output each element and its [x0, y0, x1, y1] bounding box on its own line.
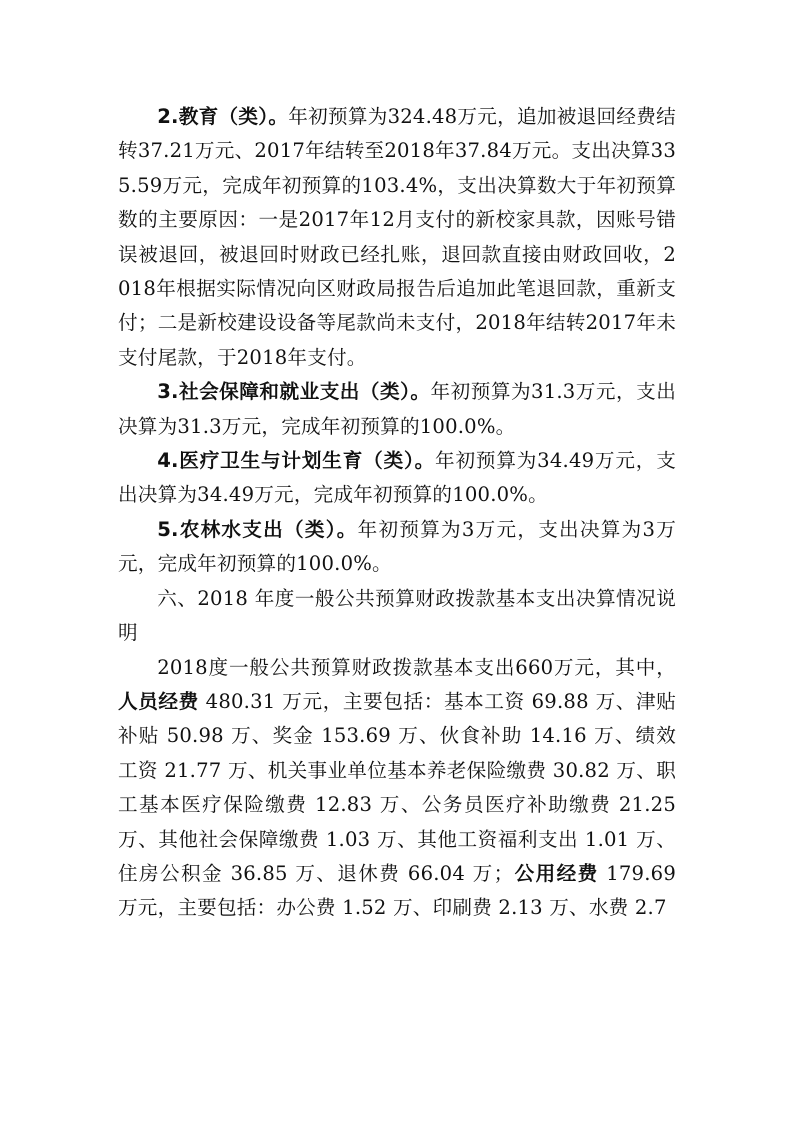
label-personnel-expense: 人员经费	[118, 689, 199, 713]
heading-education: 2.教育（类）。	[157, 105, 289, 128]
text-public-expense: 179.69 万元，主要包括：办公费 1.52 万、印刷费 2.13 万、水费 2.7	[118, 861, 676, 920]
section-six-title	[118, 582, 676, 651]
heading-agriculture: 5.农林水支出（类）。	[157, 517, 358, 541]
paragraph-social-security	[118, 375, 676, 444]
paragraph-health	[118, 444, 676, 513]
text-basic-expense-intro: 2018度一般公共预算财政拨款基本支出660万元，其中，	[157, 655, 676, 679]
paragraph-education	[118, 100, 676, 375]
text-health: 年初预算为34.49万元，支出决算为34.49万元，完成年初预算的100.0%。	[118, 449, 676, 507]
document-body	[118, 100, 676, 926]
paragraph-basic-expense	[118, 651, 676, 926]
paragraph-agriculture	[118, 513, 676, 582]
heading-health: 4.医疗卫生与计划生育（类）。	[157, 449, 436, 473]
heading-social-security: 3.社会保障和就业支出（类）。	[157, 380, 431, 404]
text-social-security: 年初预算为31.3万元，支出决算为31.3万元，完成年初预算的100.0%。	[118, 380, 676, 438]
heading-section-six: 六、2018 年度一般公共预算财政拨款基本支出决算情况说明	[118, 586, 676, 645]
label-public-expense: 公用经费	[513, 861, 599, 885]
text-education: 年初预算为324.48万元，追加被退回经费结转37.21万元、2017年结转至2018年37.84万元。支出决算335.59万元，完成年初预算的103.4%，支出决算数大于年初预算数的主要原因：一是2017年12月支付的新校家具款，因账号错误被退回，被退回时财政已经扎账，退回款直接由财政回收，2018年根据实际情况向区财政局报告后追加此笔退回款，重新支付；二是新校建设设备等尾款尚未支付，2018年结转2017年未支付尾款，于2018年支付。	[118, 105, 676, 369]
text-agriculture: 年初预算为3万元，支出决算为3万元，完成年初预算的100.0%。	[118, 517, 676, 576]
text-personnel-expense: 480.31 万元，主要包括：基本工资 69.88 万、津贴补贴 50.98 万、奖金 153.69 万、伙食补助 14.16 万、绩效工资 21.77 万、机关事业单位基本养老保险缴费 30.82 万、职工基本医疗保险缴费 12.83 万、公务员医疗补助缴费 21.25 万、其他社会保障缴费 1.03 万、其他工资福利支出 1.01 万、住房公积金 36.85 万、退休费 66.04 万；	[118, 689, 676, 885]
